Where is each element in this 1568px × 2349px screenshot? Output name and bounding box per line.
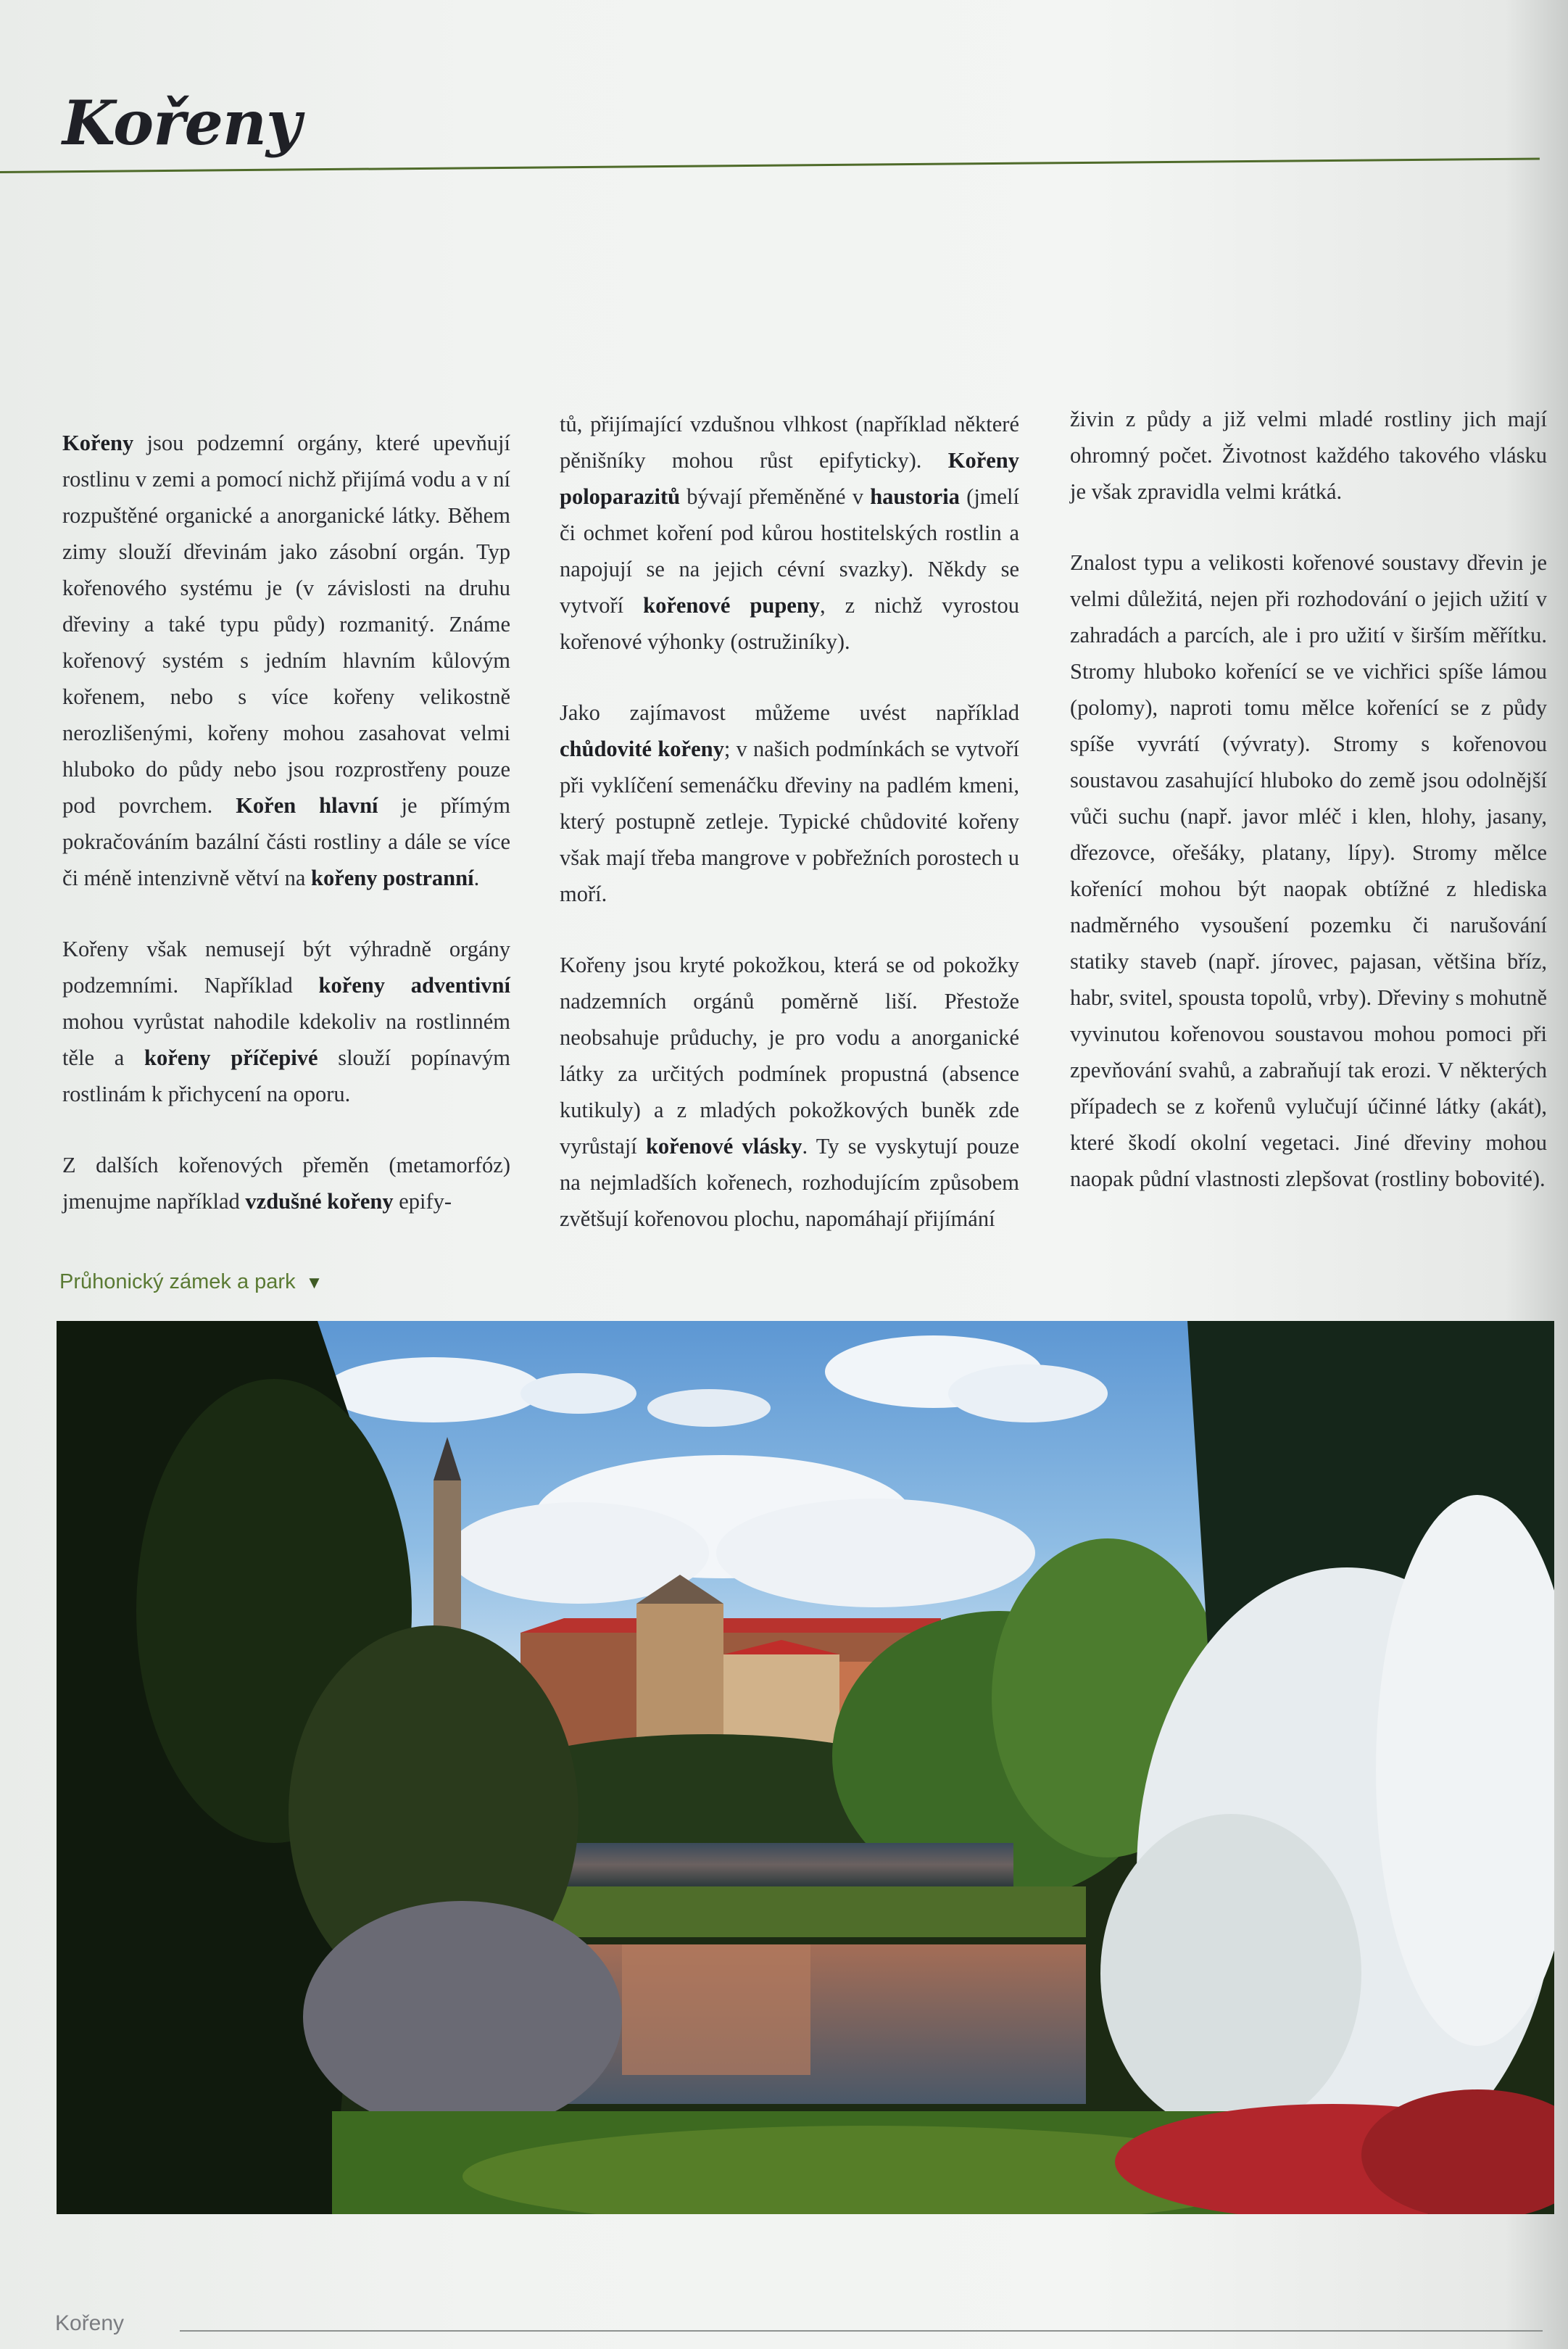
paragraph — [560, 947, 1019, 1237]
caption-text: Průhonický zámek a park — [59, 1270, 296, 1293]
bold-term: Kořen hlavní — [236, 793, 378, 818]
bold-term: haustoria — [870, 484, 960, 509]
text-run: . Ty se vyskytují pouze na nejmladších kořenech, rozhodujícím způsobem zvětšují kořenovou plochu, napomáhají přijímání — [560, 1134, 1019, 1231]
paragraph — [62, 1147, 510, 1219]
text-column-1 — [62, 425, 510, 1254]
bold-term: chůdovité kořeny — [560, 737, 724, 761]
text-column-2 — [560, 406, 1019, 1272]
text-run: . — [473, 866, 480, 890]
text-run: Jako zajímavost můžeme uvést například — [560, 700, 1019, 725]
text-run: jsou podzemní orgány, které upevňují rostlinu v zemi a pomocí nichž přijímá vodu a v ní rozpuštěné organické a anorganické látky. Během zimy slouží dřevinám jako zásobní orgán. Typ kořenového systému je (v závislosti na druhu dřeviny a také typu půdy) rozmanitý. Známe kořenový systém s jedním hlavním kůlovým kořenem, nebo s více kořeny velikostně nerozlišenými, kořeny mohou zasahovat velmi hluboko do půdy nebo jsou rozprostřeny pouze pod povrchem. — [62, 431, 510, 818]
bold-term: kořenové vlásky — [645, 1134, 802, 1159]
paragraph — [1070, 401, 1547, 510]
text-run: (jmelí či ochmet koření pod kůrou hostitelských rostlin a napojují se na jejich cévní svazky). Někdy se vytvoří — [560, 484, 1019, 618]
text-run: Kořeny jsou kryté pokožkou, která se od pokožky nadzemních orgánů poměrně liší. Přestože neobsahuje průduchy, je pro vodu a anorganické látky za určitých podmínek propustná (absence kutikuly) a z mladých pokožkových buněk zde vyrůstají — [560, 953, 1019, 1159]
page-title: Kořeny — [62, 87, 301, 159]
text-run: Kořeny však nemusejí být výhradně orgány podzemními. Například — [62, 937, 510, 998]
bold-term: kořeny postranní — [311, 866, 474, 890]
footer-rule — [180, 2330, 1543, 2332]
castle-park-photo — [57, 1321, 1554, 2214]
text-run: Z dalších kořenových přeměn (metamorfóz) jmenujme například — [62, 1153, 510, 1214]
bold-term: Kořeny poloparazitů — [560, 448, 1019, 509]
bold-term: kořeny příčepivé — [144, 1045, 318, 1070]
paragraph — [62, 425, 510, 896]
text-column-3 — [1070, 401, 1547, 1232]
text-run: ; v našich podmínkách se vytvoří při vyklíčení semenáčku dřeviny na padlém kmeni, který postupně zetleje. Typické chůdovité kořeny však mají třeba mangrove v pobřežních porostech u moří. — [560, 737, 1019, 906]
text-run: bývají přeměněné v — [680, 484, 871, 509]
text-run: živin z půdy a již velmi mladé rostliny jich mají ohromný počet. Životnost každého takového vlásku je však zpravidla velmi krátká. — [1070, 407, 1547, 504]
photo-caption — [59, 1267, 323, 1298]
caption-arrow-icon: ▼ — [305, 1273, 323, 1293]
text-run: je přímým pokračováním bazální části rostliny a dále se více či méně intenzivně větví na — [62, 793, 510, 890]
paragraph — [560, 406, 1019, 660]
text-run: mohou vyrůstat nahodile kdekoliv na rostlinném těle a — [62, 1009, 510, 1070]
text-run: slouží popínavým rostlinám k přichycení na oporu. — [62, 1045, 511, 1106]
paragraph — [62, 931, 510, 1112]
bold-term: vzdušné kořeny — [245, 1189, 394, 1214]
bold-term: kořenové pupeny — [643, 593, 821, 618]
text-run: epify- — [393, 1189, 452, 1214]
paragraph — [1070, 544, 1547, 1197]
bold-term: kořeny adventivní — [318, 973, 510, 998]
bold-term: Kořeny — [62, 431, 134, 455]
footer-section-label: Kořeny — [55, 2311, 125, 2335]
text-run: tů, přijímající vzdušnou vlhkost (například některé pěnišníky mohou růst epifyticky). — [560, 412, 1019, 473]
text-run: , z nichž vyrostou kořenové výhonky (ostružiníky). — [560, 593, 1019, 654]
text-run: Znalost typu a velikosti kořenové soustavy dřevin je velmi důležitá, nejen při rozhodování o jejich užití v zahradách a parcích, ale i pro užití v širším měřítku. Stromy hluboko kořenící se ve vichřici spíše lámou (polomy), naproti tomu mělce kořenící se z půdy spíše vyvrátí (vývraty). Stromy s kořenovou soustavou zasahující hluboko do země jsou odolnější vůči suchu (např. javor mléč i klen, hlohy, jasany, dřezovce, ořešáky, platany, lípy). Stromy mělce kořenící mohou být naopak obtížné z hlediska nadměrného vysoušení pozemku či narušování statiky staveb (např. jírovec, pajasan, většina bříz, habr, svitel, spousta topolů, vrby). Dřeviny s mohutně vyvinutou kořenovou soustavou mohou pomoci při zpevňování svahů, a zabraňují tak erozi. V některých případech se z kořenů vylučují účinné látky (akát), které škodí okolní vegetaci. Jiné dřeviny mohou naopak půdní vlastnosti zlepšovat (rostliny bobovité). — [1070, 550, 1547, 1191]
paragraph — [560, 695, 1019, 912]
